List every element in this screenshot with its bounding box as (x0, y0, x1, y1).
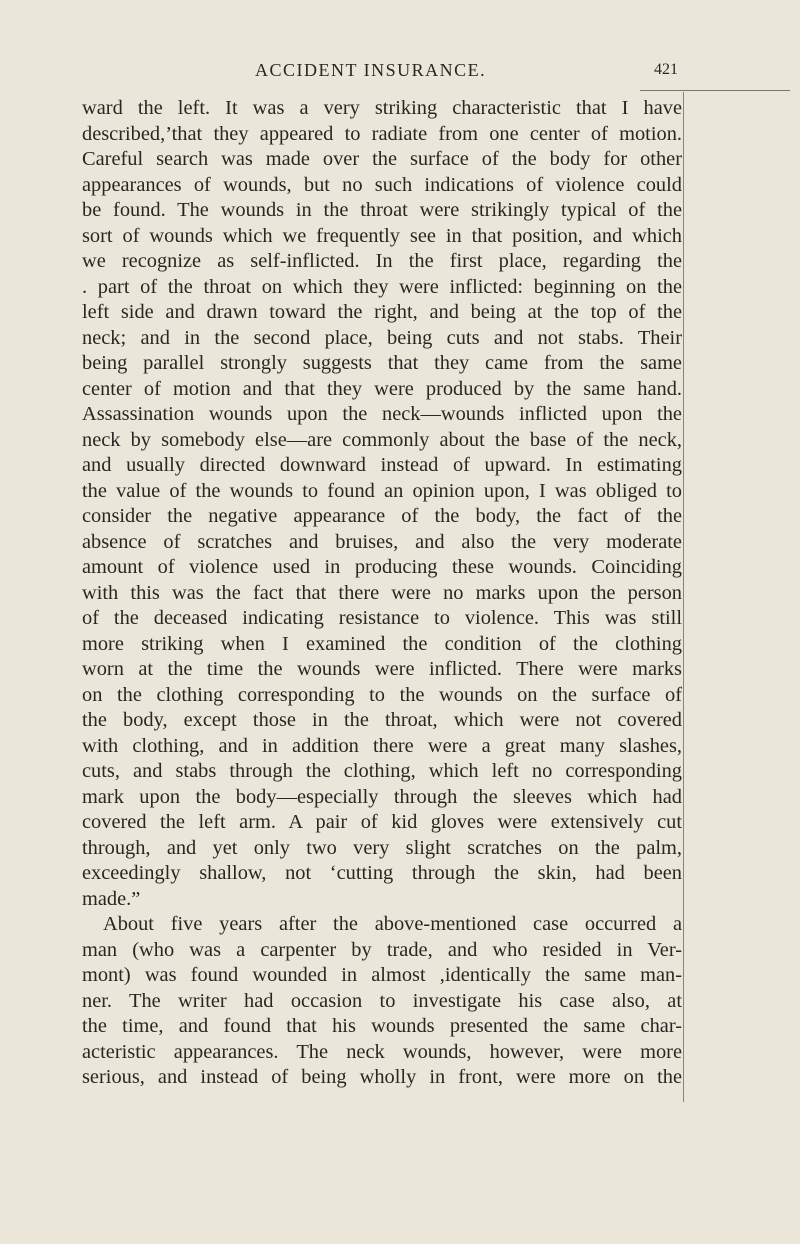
text-line: About five years after the above-mentioned case occurred a (103, 913, 682, 935)
text-line: more striking when I examined the condition of the clothing (82, 632, 682, 655)
text-line: the value of the wounds to found an opinion upon, I was obliged to (82, 479, 682, 502)
text-line: sort of wounds which we frequently see in that position, and which (82, 224, 682, 247)
running-title: ACCIDENT INSURANCE. (255, 60, 487, 80)
text-line: described,’that they appeared to radiate from one center of motion. (82, 122, 682, 145)
text-line: neck by somebody else—are commonly about the base of the neck, (82, 428, 682, 451)
text-line: being parallel strongly suggests that they came from the same (82, 352, 682, 374)
text-line: through, and yet only two very slight scratches on the palm, (82, 836, 682, 859)
text-line: absence of scratches and bruises, and also the very moderate (82, 530, 682, 553)
text-line: worn at the time the wounds were inflicted. There were marks (82, 658, 682, 680)
text-line: . part of the throat on which they were inflicted: beginning on the (82, 275, 682, 298)
text-line: amount of violence used in producing these wounds. Coinciding (82, 556, 682, 578)
text-line: Assassination wounds upon the neck—wounds inflicted upon the (82, 403, 682, 425)
text-line: ner. The writer had occasion to investigate his case also, at (82, 989, 682, 1012)
text-line: neck; and in the second place, being cuts and not stabs. Their (82, 326, 682, 349)
header-rule (640, 90, 790, 91)
text-line: covered the left arm. A pair of kid gloves were extensively cut (82, 811, 682, 833)
text-line: on the clothing corresponding to the wounds on the surface of (82, 683, 682, 706)
text-line: left side and drawn toward the right, and being at the top of the (82, 301, 682, 323)
text-line: made.” (82, 887, 141, 910)
text-line: with clothing, and in addition there were a great many slashes, (82, 734, 682, 757)
text-line: we recognize as self-inflicted. In the first place, regarding the (82, 250, 682, 272)
text-line: mark upon the body—especially through the sleeves which had (82, 785, 682, 808)
text-line: be found. The wounds in the throat were strikingly typical of the (82, 199, 682, 221)
text-line: acteristic appearances. The neck wounds, however, were more (82, 1040, 682, 1063)
text-line: serious, and instead of being wholly in front, were more on the (82, 1066, 682, 1088)
body-text (82, 96, 682, 1091)
text-line: and usually directed downward instead of upward. In estimating (82, 454, 682, 476)
text-line: Careful search was made over the surface of the body for other (82, 148, 682, 170)
text-line: the body, except those in the throat, which were not covered (82, 709, 682, 731)
text-line: of the deceased indicating resistance to violence. This was still (82, 607, 682, 629)
text-line: the time, and found that his wounds presented the same char- (82, 1015, 682, 1037)
text-line: man (who was a carpenter by trade, and who resided in Ver- (82, 938, 682, 961)
text-line: consider the negative appearance of the body, the fact of the (82, 505, 682, 527)
text-line: appearances of wounds, but no such indications of violence could (82, 173, 682, 196)
text-line: cuts, and stabs through the clothing, which left no corresponding (82, 760, 682, 782)
running-head (0, 60, 800, 86)
text-line: center of motion and that they were produced by the same hand. (82, 377, 682, 400)
text-line: with this was the fact that there were no marks upon the person (82, 581, 682, 604)
page-edge-line (683, 92, 684, 1102)
text-line: ward the left. It was a very striking characteristic that I have (82, 97, 682, 119)
text-line: mont) was found wounded in almost ,identically the same man- (82, 964, 682, 986)
page-number: 421 (654, 61, 678, 78)
text-line: exceedingly shallow, not ‘cutting through the skin, had been (82, 862, 682, 884)
